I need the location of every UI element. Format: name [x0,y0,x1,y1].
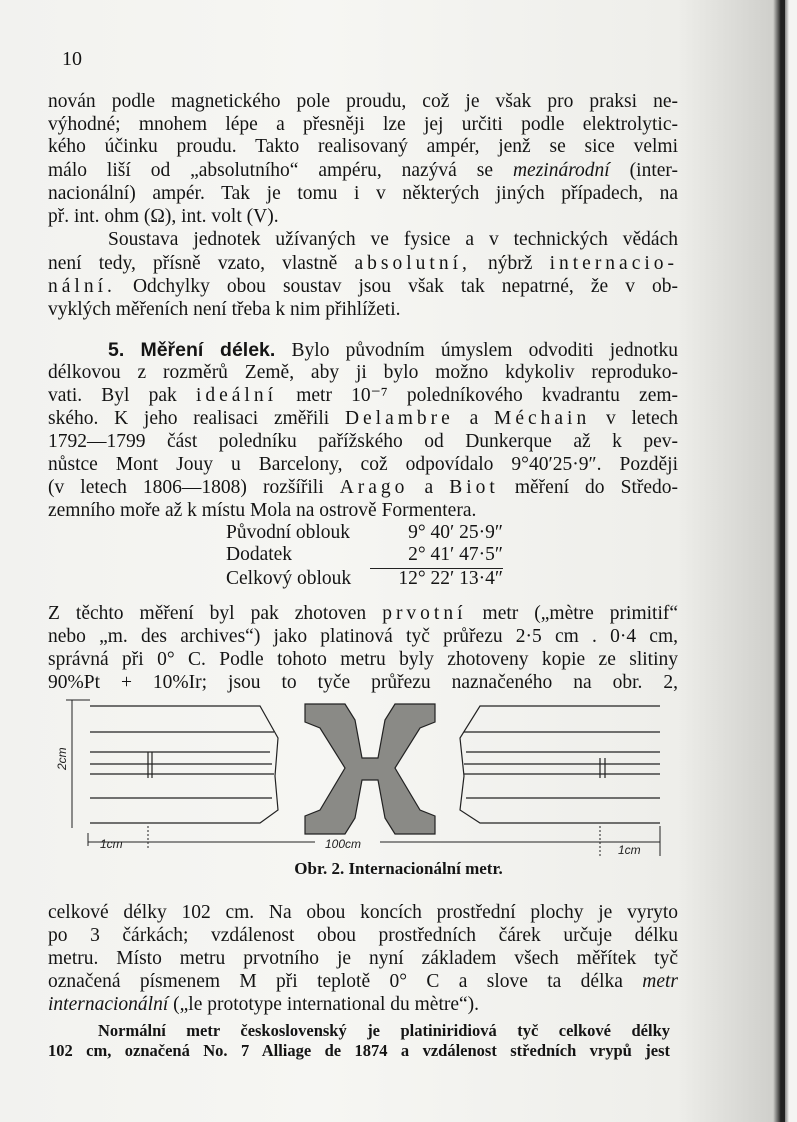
text-line: 90%Pt + 10%Ir; jsou to tyče průřezu naznačeného na obr. 2, [48,672,678,693]
text-line [48,160,678,182]
text-line [48,994,678,1016]
text-line: celkové délky 102 cm. Na obou koncích prostřední plochy je vyryto [48,902,678,923]
text-span: měření do Středo- [514,477,679,498]
text-span: Z těchto měření byl pak zhotoven [48,603,367,624]
footnote-line: Normální metr československý je platiniridiová tyč celkové délky [98,1021,670,1040]
text-span: není tedy, přísně vzato, vlastně [48,253,338,274]
table-label: Celkový oblouk [226,568,352,589]
spaced-term: nální. [48,276,116,297]
text-span: metr 10⁻⁷ poledníkového kvadrantu zem- [296,385,679,406]
text-line: metru. Místo metru prvotního je nyní základem všech měřítek tyč [48,948,678,969]
page-edge-shadow [781,0,785,1122]
italic-term: metr [642,971,679,992]
text-span: Odchylky obou soustav jsou však tak nepatrné, že v ob- [132,276,678,297]
spaced-name: Arago [339,477,409,498]
text-line: nůstce Mont Jouy u Barcelony, což odpovídalo 9°40′25·9″. Později [48,454,678,475]
section-title: Měření délek. [140,339,276,361]
text-span: označená písmenem M při teplotě 0° C a slove ta délka [48,971,623,992]
right-length-label: 1cm [618,843,641,857]
table-label: Dodatek [226,544,293,565]
text-span: a [469,408,479,429]
text-span: metr („mètre primitif“ [482,603,679,624]
section-heading-line [48,339,678,362]
meter-bar-figure [55,698,680,857]
spaced-name: Delambre [344,408,454,429]
text-line: délkovou z rozměrů Země, aby ji bylo možno kdykoliv reproduko- [48,362,678,383]
text-line: nebo „m. des archives“) jako platinová tyč průřezu 2·5 cm . 0·4 cm, [48,626,678,647]
text-line: výhodné; mnohem lépe a přesněji lze jej určiti podle elektrolytic- [48,114,678,135]
text-span: a [424,477,434,498]
text-line: vyklých měřeních není třeba k nim přihlížeti. [48,299,401,320]
text-span: málo liší od „absolutního“ ampéru, nazývá se [48,160,494,181]
text-span: v letech [605,408,679,429]
text-span: Bylo původním úmyslem odvoditi jednotku [291,340,679,361]
table-label: Původní oblouk [226,522,351,543]
text-line: správná při 0° C. Podle tohoto metru byly zhotoveny kopie ze slitiny [48,649,678,670]
text-line: kého účinku proudu. Takto realisovaný ampér, jenž se sice velmi [48,136,678,157]
text-line: zemního moře až k místu Mola na ostrově Formentera. [48,500,477,521]
text-line: nacionální) ampér. Tak je tomu i v některých jiných případech, na [48,183,678,204]
text-span: (inter- [629,160,679,181]
section-number: 5. [108,339,125,361]
text-line [48,385,678,407]
text-span: ského. K jeho realisaci změřili [48,408,330,429]
footnote-line: 102 cm, označená No. 7 Alliage de 1874 a vzdálenost středních vrypů jest [48,1041,670,1060]
text-line [48,477,678,499]
text-line: po 3 čárkách; vzdálenost obou prostředních čárek určuje délku [48,925,678,946]
height-label: 2cm [55,747,69,770]
text-line [48,408,678,430]
text-span: („le prototype international du mètre“). [173,994,480,1015]
text-line [48,971,678,993]
text-span: vati. Byl pak [48,385,177,406]
text-line: 1792—1799 část poledníku pařížského od Dunkerque až k pev- [48,431,678,452]
text-line: př. int. ohm (Ω), int. volt (V). [48,206,279,227]
spaced-name: Biot [449,477,499,498]
text-line [48,276,678,298]
spaced-name: Méchain [493,408,591,429]
table-value: 9° 40′ 25·9″ [408,522,503,543]
spaced-term: internacio- [549,253,679,274]
text-line [48,603,678,625]
text-line [48,253,678,275]
text-line: Soustava jednotek užívaných ve fysice a v technických vědách [108,229,678,250]
middle-length-label: 100cm [325,837,362,851]
italic-term: mezinárodní [512,160,610,181]
x-cross-section [305,704,435,834]
spaced-term: absolutní, [354,253,471,274]
figure-caption: Obr. 2. Internacionální metr. [294,859,503,878]
text-line: nován podle magnetického pole proudu, což je však pro praksi ne- [48,91,678,112]
text-span: (v letech 1806—1808) rozšířili [48,477,324,498]
text-span: nýbrž [488,253,533,274]
italic-term: internacionální [48,994,169,1015]
page-number: 10 [62,48,82,70]
table-value: 2° 41′ 47·5″ [408,544,503,565]
spaced-term: prvotní [382,603,467,624]
left-length-label: 1cm [100,837,123,851]
table-value: 12° 22′ 13·4″ [398,568,503,589]
spaced-term: ideální [195,385,278,406]
